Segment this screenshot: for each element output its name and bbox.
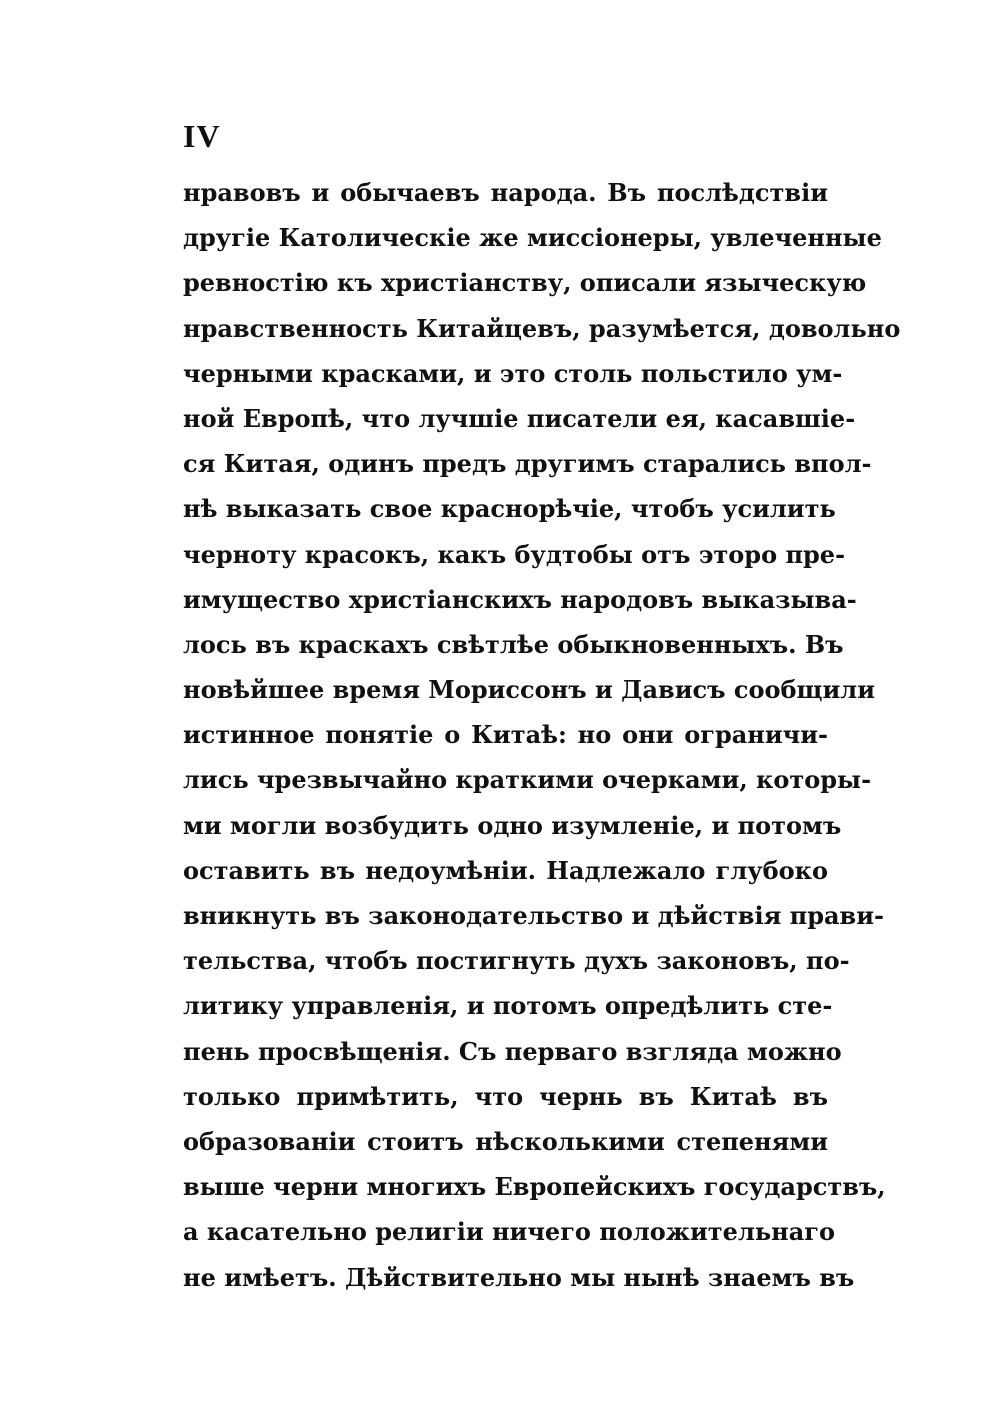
text-line: новѣйшее время Мориссонъ и Дависъ сообщили bbox=[183, 675, 876, 705]
text-line: черными красками, и это столь польстило ум- bbox=[183, 358, 843, 388]
text-line: лись чрезвычайно краткими очерками, которы- bbox=[183, 765, 872, 795]
text-line: нравственность Китайцевъ, разумѣется, довольно bbox=[183, 313, 901, 343]
text-line: нравовъ и обычаевъ народа. Въ послѣдствіи bbox=[183, 178, 828, 207]
text-line: ми могли возбудить одно изумленіе, и потомъ bbox=[183, 810, 842, 840]
text-line: выше черни многихъ Европейскихъ государствъ, bbox=[183, 1172, 886, 1202]
body-text bbox=[183, 170, 901, 1300]
text-line: тельства, чтобъ постигнуть духъ законовъ, по- bbox=[183, 946, 850, 976]
text-line: образованіи стоитъ нѣсколькими степенями bbox=[183, 1126, 828, 1156]
text-line: черноту красокъ, какъ будтобы отъ эторо пре- bbox=[183, 539, 846, 569]
page-number: IV bbox=[183, 118, 221, 154]
text-line: оставить въ недоумѣніи. Надлежало глубоко bbox=[183, 855, 828, 885]
text-line: пень просвѣщенія. Съ перваго взгляда можно bbox=[183, 1036, 842, 1066]
text-line: другіе Католическіе же миссіонеры, увлеченные bbox=[183, 223, 882, 253]
text-line: ной Европѣ, что лучшіе писатели ея, касавшіе- bbox=[183, 403, 856, 433]
text-line: литику управленія, и потомъ опредѣлить сте- bbox=[183, 991, 833, 1021]
text-line: а касательно религіи ничего положительнаго bbox=[183, 1217, 835, 1247]
text-line: не имѣетъ. Дѣйствительно мы нынѣ знаемъ въ bbox=[183, 1262, 855, 1292]
text-line: вникнуть въ законодательство и дѣйствія прави- bbox=[183, 901, 884, 930]
text-line: нѣ выказать свое краснорѣчіе, чтобъ усилить bbox=[183, 494, 836, 524]
text-line: лось въ краскахъ свѣтлѣе обыкновенныхъ. Въ bbox=[183, 629, 844, 659]
text-line: имущество христіанскихъ народовъ выказыва- bbox=[183, 584, 857, 614]
text-line: только примѣтить, что чернь въ Китаѣ въ bbox=[183, 1081, 828, 1111]
text-line: ся Китая, одинъ предъ другимъ старались впол- bbox=[183, 449, 872, 479]
text-line: ревностію къ христіанству, описали языческую bbox=[183, 268, 867, 298]
text-line: истинное понятіе о Китаѣ: но они ограничи- bbox=[183, 720, 828, 750]
